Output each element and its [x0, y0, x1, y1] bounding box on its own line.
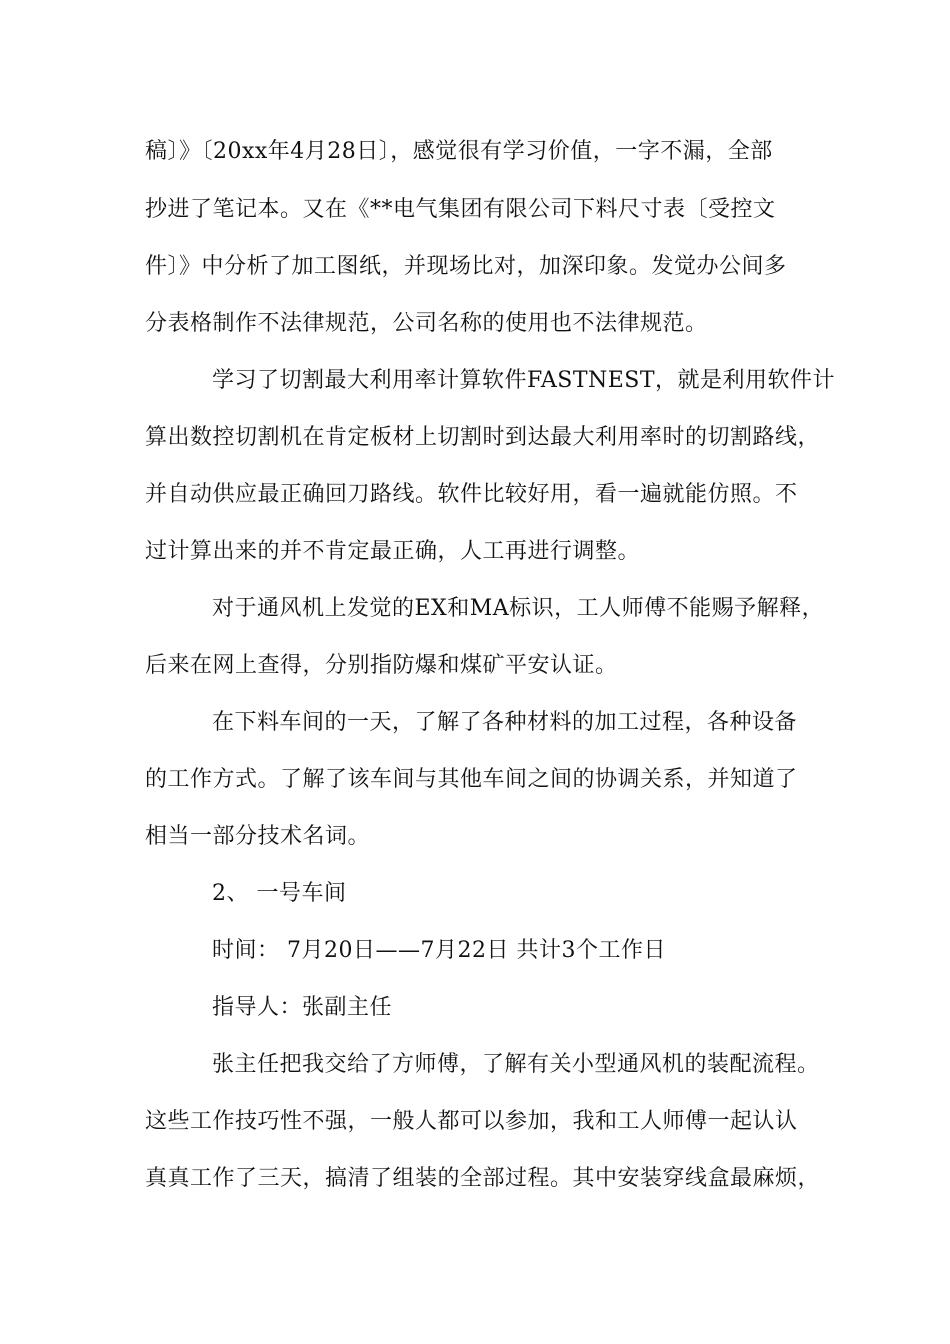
text-line: 对于通风机上发觉的EX和MA标识，工人师傅不能赐予解释， — [212, 596, 825, 621]
text-line: 时间： 7月20日——7月22日 共计3个工作日 — [212, 938, 666, 963]
text-line: 的工作方式。了解了该车间与其他车间之间的协调关系，并知道了 — [145, 767, 798, 792]
text-line: 相当一部分技术名词。 — [145, 824, 371, 849]
text-line: 过计算出来的并不肯定最正确，人工再进行调整。 — [145, 539, 641, 564]
text-line: 后来在网上查得，分别指防爆和煤矿平安认证。 — [145, 653, 618, 678]
text-line: 并自动供应最正确回刀路线。软件比较好用，看一遍就能仿照。不 — [145, 482, 798, 507]
section-heading: 2、 一号车间 — [212, 881, 347, 906]
text-line: 学习了切割最大利用率计算软件FASTNEST，就是利用软件计 — [212, 368, 836, 393]
text-line: 分表格制作不法律规范，公司名称的使用也不法律规范。 — [145, 311, 708, 336]
text-line: 算出数控切割机在肯定板材上切割时到达最大利用率时的切割路线， — [145, 425, 821, 450]
text-line: 真真工作了三天，搞清了组装的全部过程。其中安装穿线盒最麻烦， — [145, 1166, 821, 1191]
text-line: 稿〕》〔20xx年4月28日〕，感觉很有学习价值，一字不漏，全部 — [145, 139, 773, 164]
text-line: 张主任把我交给了方师傅，了解有关小型通风机的装配流程。 — [212, 1052, 820, 1077]
text-line: 这些工作技巧性不强，一般人都可以参加，我和工人师傅一起认认 — [145, 1109, 798, 1134]
text-line: 指导人：张副主任 — [212, 995, 393, 1020]
text-line: 抄进了笔记本。又在《**电气集团有限公司下料尺寸表〔受控文 — [145, 197, 776, 222]
text-line: 件〕》中分析了加工图纸，并现场比对，加深印象。发觉办公间多 — [145, 254, 787, 279]
text-line: 在下料车间的一天，了解了各种材料的加工过程，各种设备 — [212, 710, 798, 735]
